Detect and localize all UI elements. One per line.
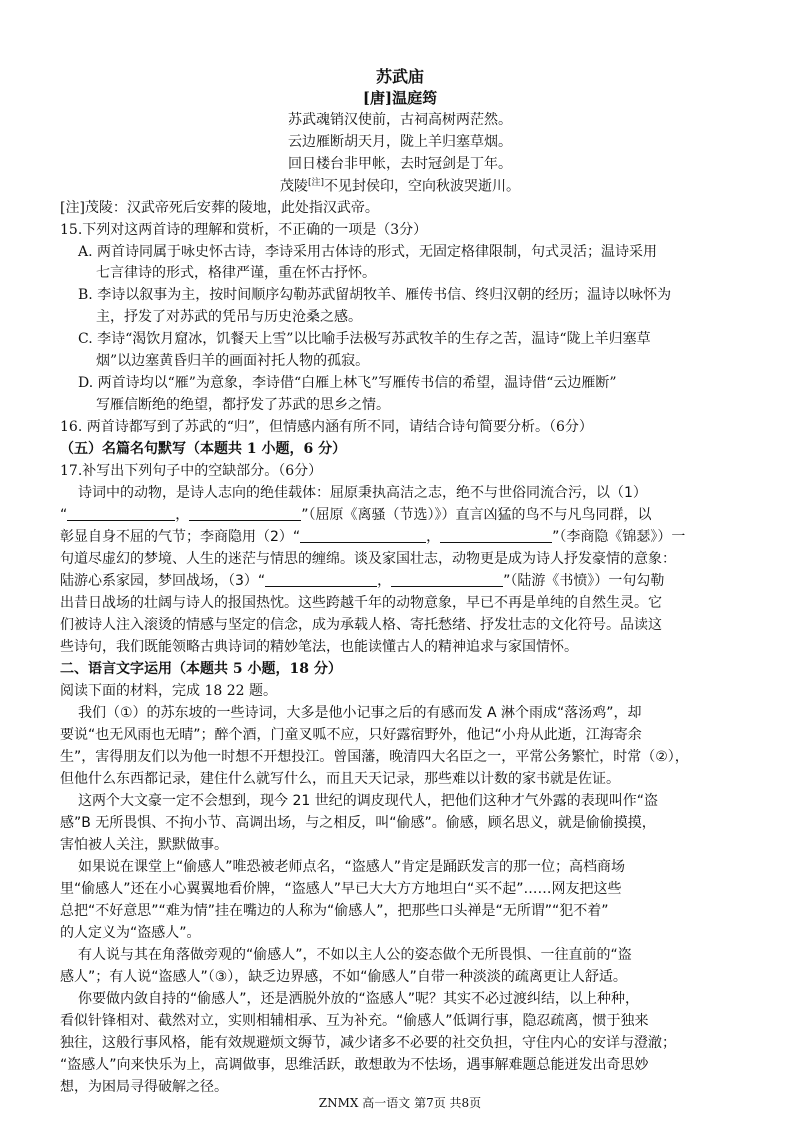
material-line: 里“偷感人”还在小心翼翼地看价牌，“盗感人”早已大大方方地坦白“买不起”……网友把这些 [60,881,622,897]
q15-option-d: D. 两首诗均以“雁”为意象，李诗借“白雁上林飞”写雁传书信的希望，温诗借“云边雁断” [78,375,617,391]
q17-para-1: 诗词中的动物，是诗人志向的绝佳载体：屈原秉执高洁之志，绝不与世俗同流合污，以（1） [78,485,647,501]
comma: ， [377,573,392,589]
material-line: 要说“也无风雨也无晴”；醉个酒，门童叉呱不应，只好露宿野外，他记“小舟从此逝，江海寄余 [60,727,642,743]
poem-line-4 [0,175,800,196]
q16-stem: 16. 两首诗都写到了苏武的“归”，但情感内涵有所不同，请结合诗句简要分析。（6分） [60,419,593,435]
material-line: 生”，害得朋友们以为他一时想不开想投江。曾国藩，晚清四大名臣之一，平常公务繁忙，时常（②）， [60,749,689,765]
q17-para-5 [60,570,664,590]
material-line: 的人定义为“盗感人”。 [60,925,201,941]
q15-option-c-cont: 烟”以边塞黄昏归羊的画面衬托人物的孤寂。 [96,353,370,369]
section-5-heading: （五）名篇名句默写（本题共 1 小题，6 分） [60,441,347,457]
blank-1b[interactable] [189,506,301,521]
comma: ， [175,507,190,523]
q17-para-2 [60,504,652,524]
blank-3b[interactable] [391,572,503,587]
blank-2b[interactable] [440,528,552,543]
section-2-heading: 二、语言文字运用（本题共 5 小题，18 分） [60,661,342,677]
q15-stem: 15.下列对这两首诗的理解和赏析，不正确的一项是（3分） [60,222,428,238]
blank-2a[interactable] [300,528,426,543]
poem-line-3: 回日楼台非甲帐，去时冠剑是丁年。 [288,156,512,172]
q15-option-b-cont: 主，抒发了对苏武的凭吊与历史沧桑之感。 [96,309,362,325]
page-footer: ZNMX 高一语文 第7页 共8页 [318,1096,482,1110]
q17-para-3-tail: ”（李商隐《锦瑟》）一 [552,529,686,545]
material-line: 看似针锋相对、截然对立，实则相辅相承、互为补充。“偷感人”低调行事，隐忍疏离，惯于独来 [60,1013,649,1029]
reading-intro: 阅读下面的材料，完成 18 22 题。 [60,683,277,699]
q17-para-7: 们被诗人注入滚烫的情感与坚定的信念，成为承载人格、寄托愁绪、抒发壮志的文化符号。品读这 [60,617,662,633]
blank-3a[interactable] [265,572,377,587]
material-line: 感人”；有人说“盗感人”（③），缺乏边界感，不如“偷感人”自带一种淡淡的疏离更让人舒适。 [60,969,627,985]
material-line: 如果说在课堂上“偷感人”唯恐被老师点名，“盗感人”肯定是踊跃发言的那一位；高档商场 [78,859,626,875]
material-line: 独往，这般行事风格，能有效规避烦文缛节，减少诸多不必要的社交负担，守住内心的安详与澄澈； [60,1035,676,1051]
quote-open: “ [60,507,68,523]
q17-para-5-tail: ”（陆游《书愤》）一句勾勒 [503,573,665,589]
q17-stem: 17.补写出下列句子中的空缺部分。（6分） [60,463,323,479]
poem-line-4-head: 茂陵 [279,178,308,195]
q17-para-6: 出昔日战场的壮阔与诗人的报国热忱。这些跨越千年的动物意象，早已不再是单纯的自然生灵。它 [60,595,662,611]
poem-author: [唐]温庭筠 [362,89,438,107]
q15-option-b: B. 李诗以叙事为主，按时间顺序勾勒苏武留胡牧羊、雁传书信、终归汉朝的经历；温诗以咏怀为 [78,287,672,303]
q17-para-2-tail: ”（屈原《离骚（节选）》）直言凶猛的鸟不与凡鸟同群，以 [301,507,652,523]
material-line: 你要做内敛自持的“偷感人”，还是洒脱外放的“盗感人”呢？其实不必过渡纠结，以上种种， [78,991,640,1007]
q15-option-d-cont: 写雁信断绝的绝望，都抒发了苏武的思乡之情。 [96,397,390,413]
q15-option-a-cont: 七言律诗的形式，格律严谨，重在怀古抒怀。 [96,265,376,281]
poem-note: [注]茂陵：汉武帝死后安葬的陵地，此处指汉武帝。 [60,200,379,216]
material-line: 这两个大文豪一定不会想到，现今 21 世纪的调皮现代人，把他们这种才气外露的表现叫作“盗 [78,793,658,809]
material-line: “盗感人”向来快乐为上，高调做事，思维活跃，敢想敢为不怯场，遇事解难题总能迸发出奇思妙 [60,1057,649,1073]
material-line: 想，为困局寻得破解之径。 [60,1079,228,1095]
note-marker: [注] [307,178,325,188]
material-line: 感”B 无所畏惧、不拘小节、高调出场，与之相反，叫“偷感”。偷感，顾名思义，就是偷偷摸摸， [60,815,656,831]
q17-para-3 [60,526,685,546]
material-line: 但他什么东西都记录，建住什么就写什么，而且天天记录，那些难以计数的家书就是佐证。 [60,771,620,787]
q17-para-5-head: 陆游心系家园，梦回战场，（3）“ [60,573,266,589]
poem-line-1: 苏武魂销汉使前，古祠高树两茫然。 [288,112,512,128]
q17-para-4: 句道尽虚幻的梦境、人生的迷茫与情思的缠绵。谈及家国壮志，动物更是成为诗人抒发豪情的意象： [60,551,676,567]
material-line: 有人说与其在角落做旁观的“偷感人”，不如以主人公的姿态做个无所畏惧、一往直前的“盗 [78,947,632,963]
q15-option-a: A. 两首诗同属于咏史怀古诗，李诗采用古体诗的形式，无固定格律限制，句式灵活；温诗采用 [78,244,658,260]
material-line: 害怕被人关注，默默做事。 [60,837,228,853]
poem-line-4-tail: 不见封侯印，空向秋波哭逝川。 [324,178,521,195]
blank-1a[interactable] [67,506,175,521]
poem-line-2: 云边雁断胡天月，陇上羊归塞草烟。 [288,134,512,150]
poem-title: 苏武庙 [375,67,424,86]
comma: ， [426,529,441,545]
q17-para-3-head: 彰显自身不屈的气节；李商隐用（2）“ [60,529,301,545]
material-line: 我们（①）的苏东坡的一些诗词，大多是他小记事之后的有感而发 A 淋个雨成“落汤鸡”，却 [78,705,642,721]
q15-option-c: C. 李诗“渴饮月窟冰，饥餐天上雪”以比喻手法极写苏武牧羊的生存之苦，温诗“陇上羊归塞草 [78,331,651,347]
material-line: 总把“不好意思”“难为情”挂在嘴边的人称为“偷感人”，把那些口头禅是“无所谓”“犯不着” [60,903,609,919]
q17-para-8: 些诗句，我们既能领略古典诗词的精妙笔法，也能读懂古人的精神追求与家国情怀。 [60,639,578,655]
